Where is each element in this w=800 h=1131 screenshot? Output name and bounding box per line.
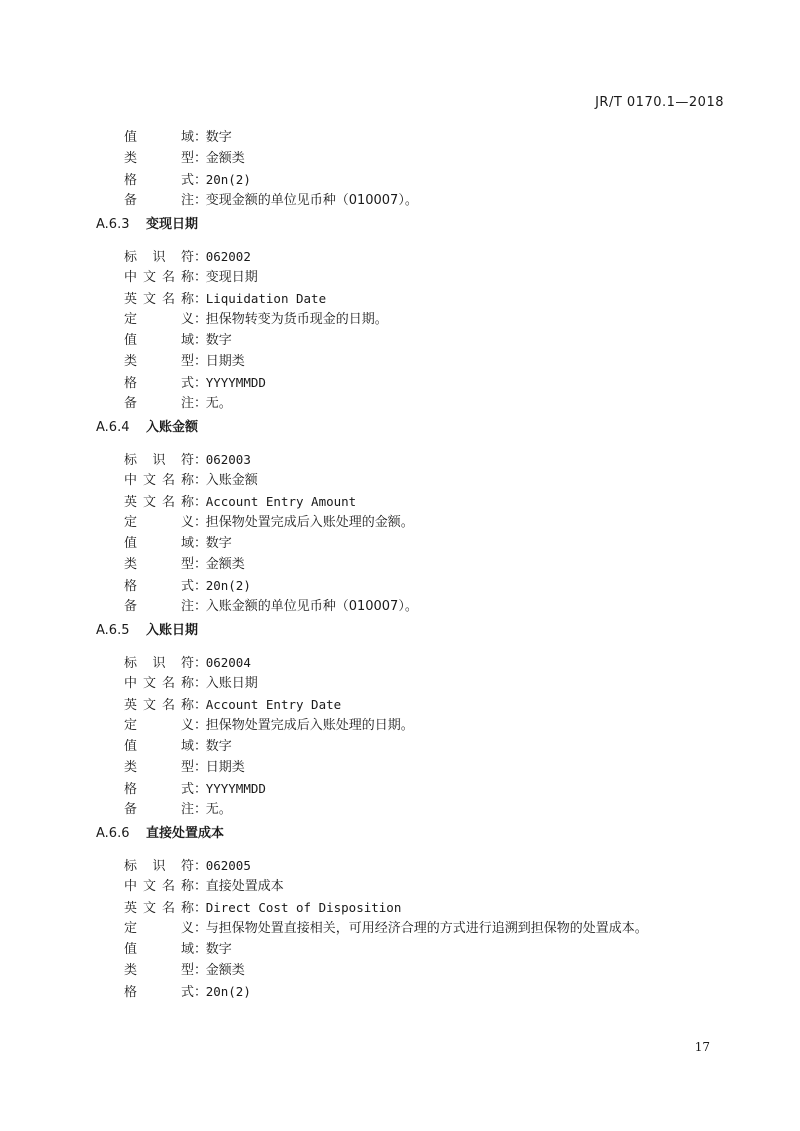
field-label: 类 型 bbox=[124, 557, 194, 572]
field-value: 金额类 bbox=[205, 963, 245, 978]
section-heading bbox=[96, 417, 726, 439]
field-row: 格 式：20n(2) bbox=[96, 575, 726, 596]
field-label: 标 识 符 bbox=[124, 453, 194, 468]
field-value: 日期类 bbox=[205, 354, 245, 369]
field-row: 类 型：日期类 bbox=[96, 351, 726, 372]
field-row: 格 式：YYYYMMDD bbox=[96, 372, 726, 393]
field-value: 无。 bbox=[205, 396, 232, 411]
section-title: 变现日期 bbox=[146, 217, 199, 232]
field-row: 值 域：数字 bbox=[96, 939, 726, 960]
section-a-6-6 bbox=[96, 823, 726, 1002]
field-row: 标 识 符：062004 bbox=[96, 652, 726, 673]
field-value: 数字 bbox=[205, 130, 232, 145]
field-row: 英文名称：Direct Cost of Disposition bbox=[96, 897, 726, 918]
field-label: 定 义 bbox=[124, 718, 194, 733]
field-label: 格 式 bbox=[124, 782, 194, 797]
field-label: 中文名称 bbox=[124, 473, 194, 488]
field-label: 英文名称 bbox=[124, 495, 194, 510]
field-row: 格 式：20n(2) bbox=[96, 981, 726, 1002]
field-value: 062004 bbox=[205, 655, 251, 670]
field-value: 直接处置成本 bbox=[205, 879, 284, 894]
field-label: 中文名称 bbox=[124, 879, 194, 894]
field-value: Liquidation Date bbox=[205, 291, 327, 306]
field-value: 20n(2) bbox=[205, 172, 251, 187]
field-row: 格 式：20n(2) bbox=[96, 169, 726, 190]
field-row: 值 域：数字 bbox=[96, 330, 726, 351]
section-a-6-4 bbox=[96, 417, 726, 617]
field-value: 20n(2) bbox=[205, 578, 251, 593]
field-value: 数字 bbox=[205, 739, 232, 754]
field-value: 与担保物处置直接相关，可用经济合理的方式进行追溯到担保物的处置成本。 bbox=[205, 921, 648, 936]
section-a-6-5 bbox=[96, 620, 726, 820]
continuation-block bbox=[96, 127, 726, 211]
field-label: 标 识 符 bbox=[124, 656, 194, 671]
field-value: Account Entry Date bbox=[205, 697, 342, 712]
field-row: 定 义：担保物转变为货币现金的日期。 bbox=[96, 309, 726, 330]
section-number: A.6.3 bbox=[96, 217, 130, 232]
field-row: 标 识 符：062003 bbox=[96, 449, 726, 470]
field-value: 金额类 bbox=[205, 557, 245, 572]
field-row: 备 注：无。 bbox=[96, 393, 726, 414]
field-value: 金额类 bbox=[205, 151, 245, 166]
field-value: YYYYMMDD bbox=[205, 781, 266, 796]
field-value: 数字 bbox=[205, 333, 232, 348]
section-a-6-3 bbox=[96, 214, 726, 414]
field-row: 定 义：担保物处置完成后入账处理的日期。 bbox=[96, 715, 726, 736]
page-number: 17 bbox=[694, 1040, 710, 1054]
section-title: 入账日期 bbox=[146, 623, 199, 638]
section-title: 入账金额 bbox=[146, 420, 199, 435]
field-label: 格 式 bbox=[124, 376, 194, 391]
field-row: 标 识 符：062005 bbox=[96, 855, 726, 876]
field-row: 中文名称：入账日期 bbox=[96, 673, 726, 694]
section-number: A.6.5 bbox=[96, 623, 130, 638]
field-value: 变现金额的单位见币种（010007）。 bbox=[205, 193, 418, 208]
field-label: 标 识 符 bbox=[124, 859, 194, 874]
field-value: 062002 bbox=[205, 249, 251, 264]
field-row: 英文名称：Account Entry Amount bbox=[96, 491, 726, 512]
field-label: 定 义 bbox=[124, 515, 194, 530]
field-label: 中文名称 bbox=[124, 270, 194, 285]
section-number: A.6.4 bbox=[96, 420, 130, 435]
field-row: 备 注：入账金额的单位见币种（010007）。 bbox=[96, 596, 726, 617]
field-label: 定 义 bbox=[124, 312, 194, 327]
field-row: 值 域：数字 bbox=[96, 736, 726, 757]
field-label: 格 式 bbox=[124, 173, 194, 188]
field-value: 062005 bbox=[205, 858, 251, 873]
section-number: A.6.6 bbox=[96, 826, 130, 841]
field-value: Direct Cost of Disposition bbox=[205, 900, 402, 915]
section-title: 直接处置成本 bbox=[146, 826, 225, 841]
field-value: 数字 bbox=[205, 536, 232, 551]
field-value: 入账日期 bbox=[205, 676, 258, 691]
field-label: 类 型 bbox=[124, 151, 194, 166]
document-id: JR/T 0170.1—2018 bbox=[595, 95, 724, 110]
field-label: 类 型 bbox=[124, 760, 194, 775]
field-row: 值 域：数字 bbox=[96, 533, 726, 554]
field-label: 英文名称 bbox=[124, 292, 194, 307]
field-label: 备 注 bbox=[124, 396, 194, 411]
field-row: 类 型：金额类 bbox=[96, 554, 726, 575]
field-label: 值 域 bbox=[124, 739, 194, 754]
field-row: 备 注：变现金额的单位见币种（010007）。 bbox=[96, 190, 726, 211]
field-value: 变现日期 bbox=[205, 270, 258, 285]
field-label: 值 域 bbox=[124, 942, 194, 957]
field-label: 类 型 bbox=[124, 354, 194, 369]
field-row: 中文名称：直接处置成本 bbox=[96, 876, 726, 897]
field-row: 类 型：日期类 bbox=[96, 757, 726, 778]
field-value: 无。 bbox=[205, 802, 232, 817]
field-label: 备 注 bbox=[124, 193, 194, 208]
field-row: 定 义：担保物处置完成后入账处理的金额。 bbox=[96, 512, 726, 533]
field-value: 入账金额的单位见币种（010007）。 bbox=[205, 599, 418, 614]
field-value: 担保物转变为货币现金的日期。 bbox=[205, 312, 388, 327]
section-heading bbox=[96, 823, 726, 845]
field-label: 备 注 bbox=[124, 599, 194, 614]
field-row: 中文名称：入账金额 bbox=[96, 470, 726, 491]
field-value: 20n(2) bbox=[205, 984, 251, 999]
field-label: 类 型 bbox=[124, 963, 194, 978]
field-label: 标 识 符 bbox=[124, 250, 194, 265]
field-label: 格 式 bbox=[124, 579, 194, 594]
field-value: 入账金额 bbox=[205, 473, 258, 488]
field-row: 类 型：金额类 bbox=[96, 960, 726, 981]
field-value: Account Entry Amount bbox=[205, 494, 357, 509]
field-row: 中文名称：变现日期 bbox=[96, 267, 726, 288]
field-value: YYYYMMDD bbox=[205, 375, 266, 390]
field-value: 担保物处置完成后入账处理的日期。 bbox=[205, 718, 414, 733]
section-heading bbox=[96, 620, 726, 642]
field-label: 备 注 bbox=[124, 802, 194, 817]
field-row: 类 型：金额类 bbox=[96, 148, 726, 169]
field-row: 标 识 符：062002 bbox=[96, 246, 726, 267]
field-row: 定 义：与担保物处置直接相关，可用经济合理的方式进行追溯到担保物的处置成本。 bbox=[96, 918, 726, 939]
field-label: 英文名称 bbox=[124, 901, 194, 916]
field-label: 值 域 bbox=[124, 536, 194, 551]
field-label: 中文名称 bbox=[124, 676, 194, 691]
page-content bbox=[96, 127, 726, 1002]
field-label: 格 式 bbox=[124, 985, 194, 1000]
field-row: 英文名称：Account Entry Date bbox=[96, 694, 726, 715]
field-label: 定 义 bbox=[124, 921, 194, 936]
field-label: 英文名称 bbox=[124, 698, 194, 713]
field-value: 担保物处置完成后入账处理的金额。 bbox=[205, 515, 414, 530]
field-label: 值 域 bbox=[124, 130, 194, 145]
field-value: 日期类 bbox=[205, 760, 245, 775]
field-row: 值 域：数字 bbox=[96, 127, 726, 148]
field-row: 格 式：YYYYMMDD bbox=[96, 778, 726, 799]
field-value: 062003 bbox=[205, 452, 251, 467]
field-row: 备 注：无。 bbox=[96, 799, 726, 820]
field-row: 英文名称：Liquidation Date bbox=[96, 288, 726, 309]
section-heading bbox=[96, 214, 726, 236]
field-label: 值 域 bbox=[124, 333, 194, 348]
field-value: 数字 bbox=[205, 942, 232, 957]
